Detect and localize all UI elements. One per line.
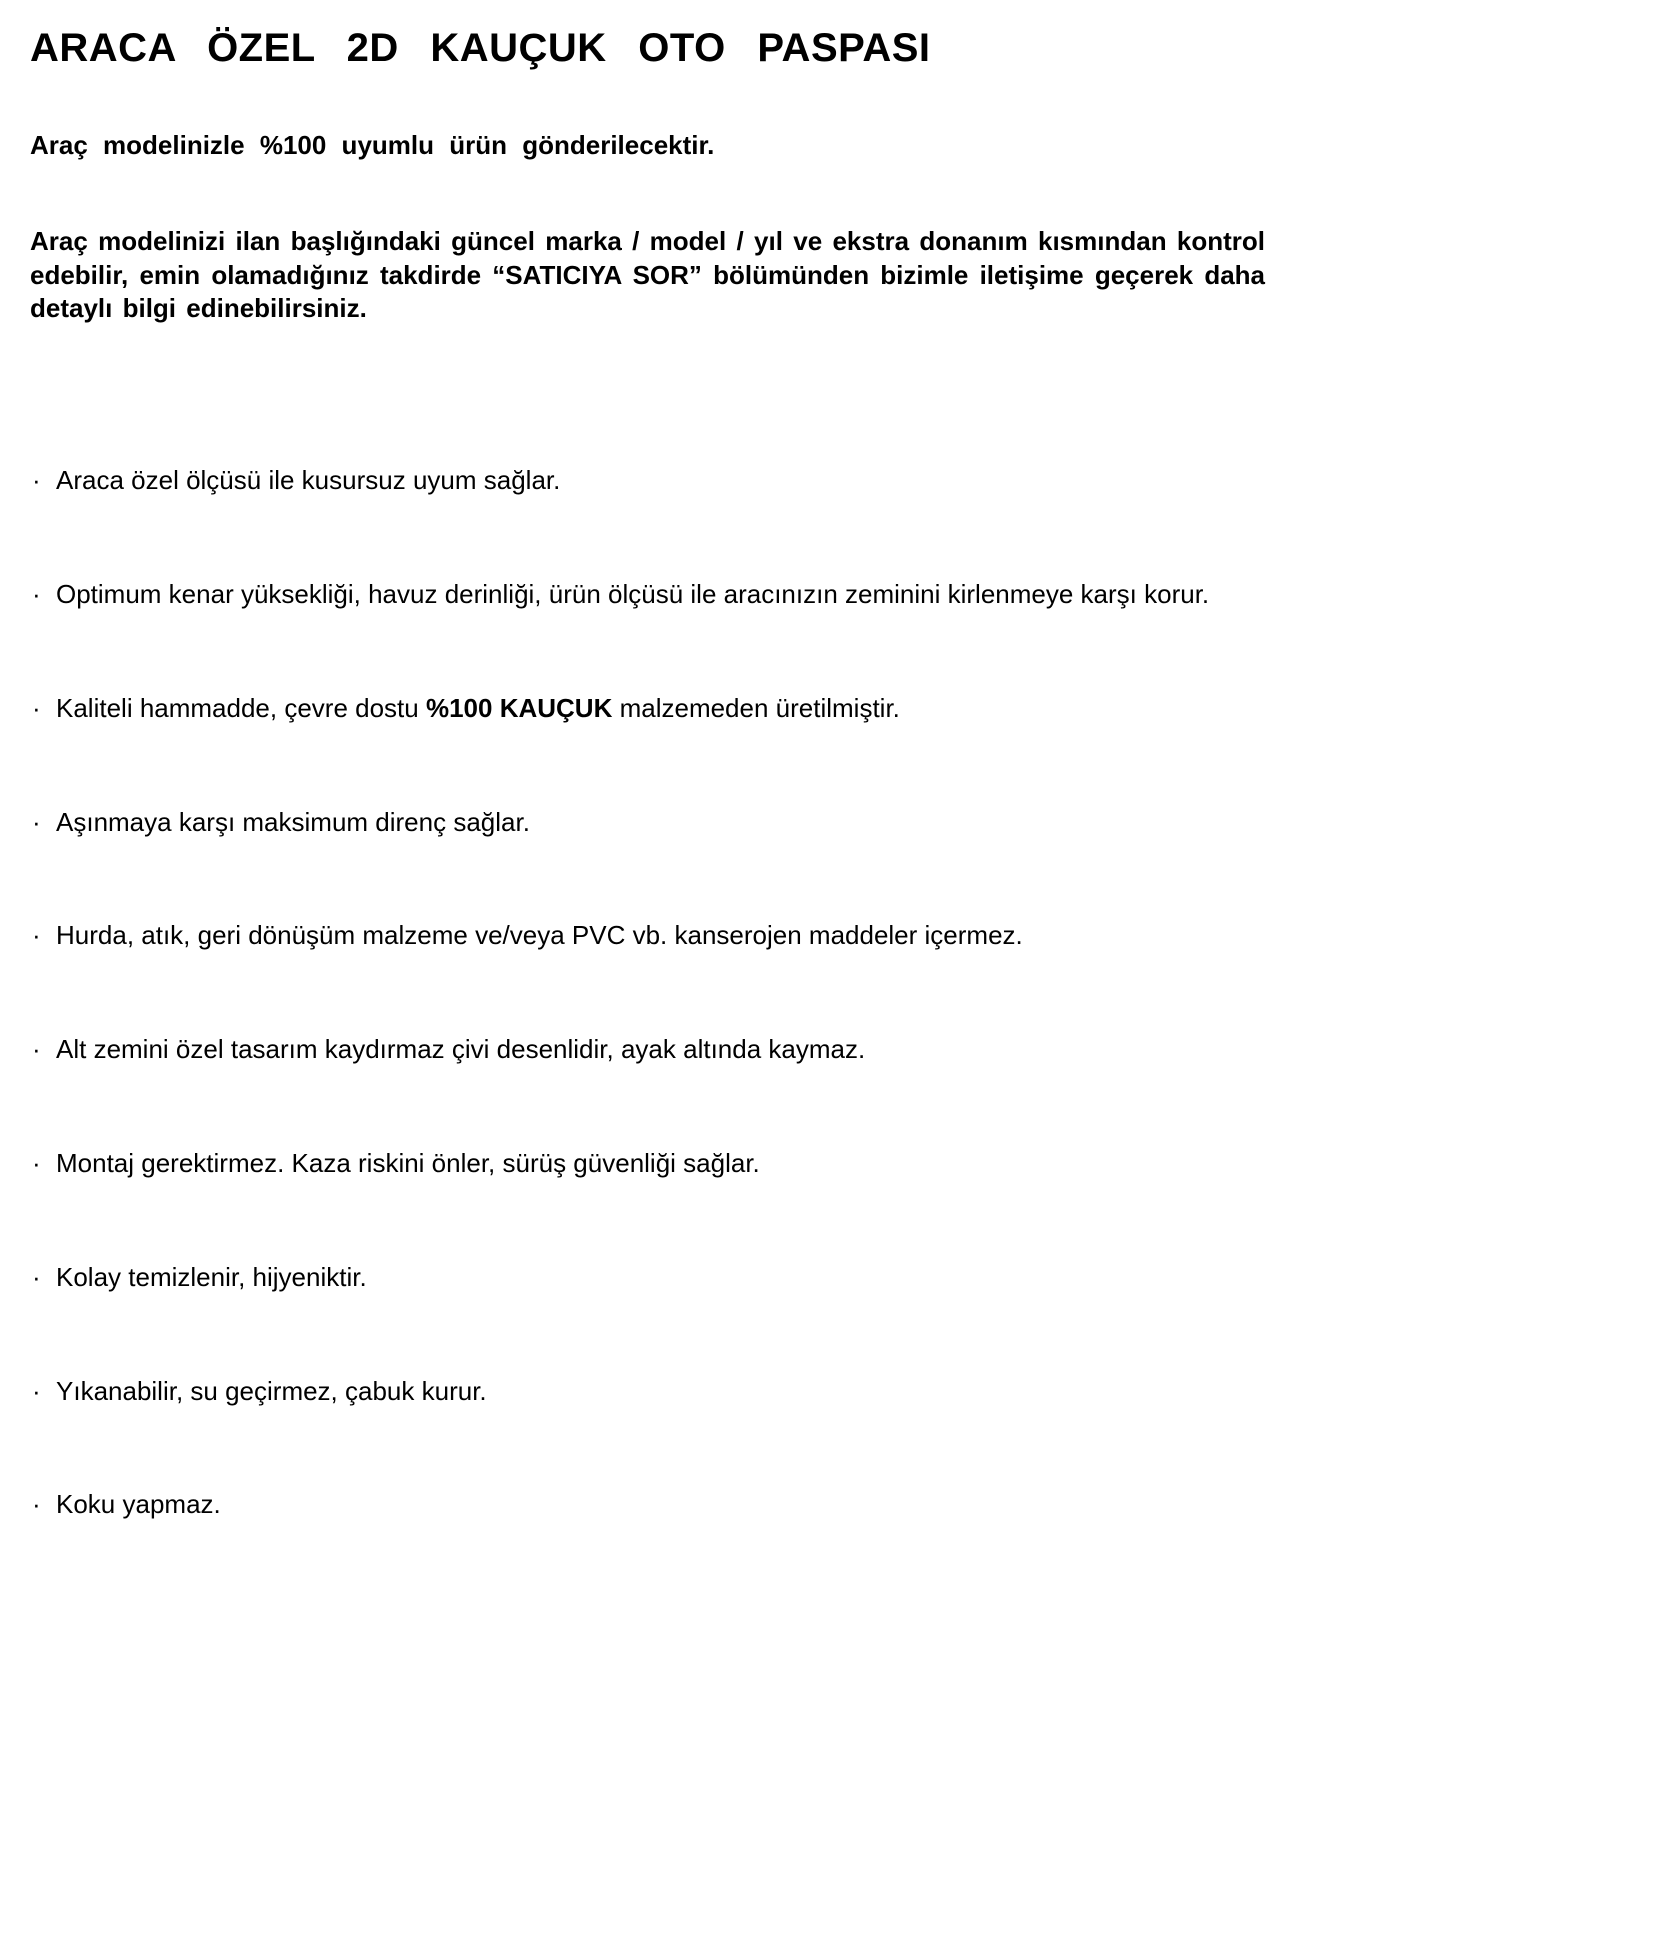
- feature-text: [56, 1375, 1614, 1409]
- feature-text-pre: Aşınmaya karşı maksimum direnç sağlar.: [56, 806, 530, 837]
- bullet-item: [30, 578, 1614, 612]
- bullet-item: [30, 1033, 1614, 1067]
- bullet-item: [30, 1261, 1614, 1295]
- feature-text-pre: Kaliteli hammadde, çevre dostu: [56, 692, 426, 723]
- feature-text-bold: %100 KAUÇUK: [425, 692, 613, 723]
- bullet-dot-icon: ·: [32, 692, 41, 723]
- bullet-dot-icon: ·: [32, 1489, 41, 1520]
- bullet-dot-icon: ·: [32, 1034, 41, 1065]
- page-title: ARACA ÖZEL 2D KAUÇUK OTO PASPASI: [30, 26, 931, 70]
- bullet-item: [30, 919, 1614, 953]
- bullet-dot-icon: ·: [32, 806, 41, 837]
- feature-text: [56, 1147, 1614, 1181]
- feature-text: [56, 1261, 1614, 1295]
- bullet-dot-icon: ·: [32, 920, 41, 951]
- feature-text: [56, 919, 1614, 953]
- feature-text-pre: Yıkanabilir, su geçirmez, çabuk kurur.: [56, 1375, 487, 1406]
- feature-text-pre: Hurda, atık, geri dönüşüm malzeme ve/veya PVC vb. kanserojen maddeler içermez.: [56, 920, 1023, 951]
- feature-text-pre: Araca özel ölçüsü ile kusursuz uyum sağlar.: [56, 465, 561, 496]
- feature-text: [56, 464, 1614, 498]
- feature-text-pre: Koku yapmaz.: [56, 1489, 221, 1520]
- model-check-paragraph: Araç modelinizi ilan başlığındaki güncel marka / model / yıl ve ekstra donanım kısmından kontrol edebilir, emin olamadığınız takdirde “SATICIYA SOR” bölümünden bizimle iletişime geçerek daha detaylı bilgi edinebilirsiniz.: [30, 225, 1265, 324]
- bullet-dot-icon: ·: [32, 1261, 41, 1292]
- feature-list: [30, 464, 1614, 1522]
- feature-text: [56, 1033, 1614, 1067]
- bullet-dot-icon: ·: [32, 578, 41, 609]
- bullet-item: [30, 806, 1614, 840]
- feature-text-pre: Kolay temizlenir, hijyeniktir.: [56, 1261, 367, 1292]
- bullet-dot-icon: ·: [32, 1147, 41, 1178]
- feature-text-pre: Montaj gerektirmez. Kaza riskini önler, sürüş güvenliği sağlar.: [56, 1147, 760, 1178]
- bullet-dot-icon: ·: [32, 1375, 41, 1406]
- feature-text: [56, 578, 1614, 612]
- compatibility-note: Araç modelinizle %100 uyumlu ürün gönderilecektir.: [30, 130, 715, 160]
- bullet-item: [30, 1375, 1614, 1409]
- bullet-dot-icon: ·: [32, 465, 41, 496]
- feature-text: [56, 806, 1614, 840]
- feature-text: [56, 1488, 1614, 1522]
- feature-text-pre: Alt zemini özel tasarım kaydırmaz çivi desenlidir, ayak altında kaymaz.: [56, 1034, 866, 1065]
- bullet-item: [30, 1488, 1614, 1522]
- bullet-item: [30, 1147, 1614, 1181]
- feature-text-post: malzemeden üretilmiştir.: [612, 692, 900, 723]
- bullet-item: [30, 464, 1614, 498]
- bullet-item: [30, 692, 1614, 726]
- feature-text-pre: Optimum kenar yüksekliği, havuz derinliği, ürün ölçüsü ile aracınızın zeminini kirlenmeye karşı korur.: [56, 578, 1210, 609]
- feature-text: [56, 692, 1614, 726]
